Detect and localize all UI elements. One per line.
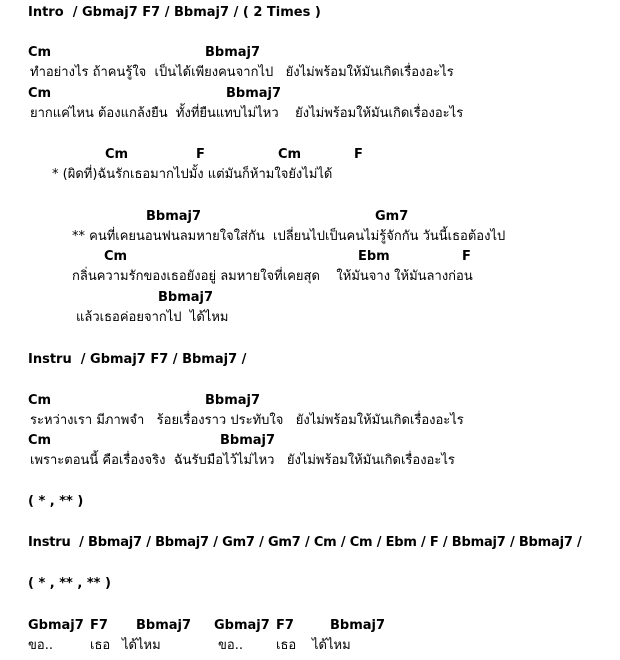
- chord: Cm: [278, 147, 302, 162]
- lyric-line: * (ผิดที่)ฉันรักเธอมากไปมั้ง แต่มันก็ห้ามใจยังไม่ได้: [52, 167, 333, 182]
- chord: F: [354, 147, 363, 162]
- chord: Cm: [104, 249, 128, 264]
- repeat-marker: ( * , ** ): [28, 494, 84, 509]
- chord: F: [196, 147, 205, 162]
- instru-line: Instru / Bbmaj7 / Bbmaj7 / Gm7 / Gm7 / Cm / Cm / Ebm / F / Bbmaj7 / Bbmaj7 /: [28, 535, 582, 550]
- chord: Cm: [28, 86, 52, 101]
- chord: Ebm: [358, 249, 390, 264]
- repeat-marker: ( * , ** , ** ): [28, 576, 111, 591]
- lyric-line: ระหว่างเรา มีภาพจำ ร้อยเรื่องราว ประทับใจ ยังไม่พร้อมให้มันเกิดเรื่องอะไร: [30, 413, 464, 428]
- lyric-line: ทำอย่างไร ถ้าคนรู้ใจ เป็นได้เพียงคนจากไป ยังไม่พร้อมให้มันเกิดเรื่องอะไร: [30, 65, 454, 80]
- chord: Cm: [28, 433, 52, 448]
- chord: Bbmaj7: [220, 433, 276, 448]
- chord: Bbmaj7: [330, 618, 386, 633]
- lyric-word: ขอ..: [218, 638, 243, 653]
- chord: Bbmaj7: [205, 393, 261, 408]
- chord: Bbmaj7: [158, 290, 214, 305]
- lyric-word: ได้ไหม: [122, 638, 161, 653]
- chord: Gbmaj7: [28, 618, 84, 633]
- chord: Bbmaj7: [136, 618, 192, 633]
- lyric-word: เธอ: [276, 638, 297, 653]
- chord: Cm: [28, 393, 52, 408]
- chord: Gbmaj7: [214, 618, 270, 633]
- chord: F7: [90, 618, 108, 633]
- chord: Bbmaj7: [205, 45, 261, 60]
- chord: Gm7: [375, 209, 409, 224]
- intro-line: Intro / Gbmaj7 F7 / Bbmaj7 / ( 2 Times ): [28, 5, 321, 20]
- lyric-word: ได้ไหม: [312, 638, 351, 653]
- lyric-line: กลิ่นความรักของเธอยังอยู่ ลมหายใจที่เคยสุด ให้มันจาง ให้มันลางก่อน: [72, 269, 473, 284]
- lyric-line: แล้วเธอค่อยจากไป ได้ไหม: [76, 310, 229, 325]
- chord: F7: [276, 618, 294, 633]
- chord: Cm: [105, 147, 129, 162]
- lyric-line: เพราะตอนนี้ คือเรื่องจริง ฉันรับมือไว้ไม่ไหว ยังไม่พร้อมให้มันเกิดเรื่องอะไร: [30, 453, 455, 468]
- chord: Bbmaj7: [146, 209, 202, 224]
- chord: F: [462, 249, 471, 264]
- lyric-word: เธอ: [90, 638, 111, 653]
- chord: Bbmaj7: [226, 86, 282, 101]
- lyric-line: ** คนที่เคยนอนฟนลมหายใจใส่กัน เปลี่ยนไปเป็นคนไม่รู้จักกัน วันนี้เธอต้องไป: [72, 229, 506, 244]
- instru-line: Instru / Gbmaj7 F7 / Bbmaj7 /: [28, 352, 247, 367]
- chord: Cm: [28, 45, 52, 60]
- lyric-word: ขอ..: [28, 638, 53, 653]
- lyric-line: ยากแค่ไหน ต้องแกล้งยืน ทั้งที่ยืนแทบไม่ไหว ยังไม่พร้อมให้มันเกิดเรื่องอะไร: [30, 106, 464, 121]
